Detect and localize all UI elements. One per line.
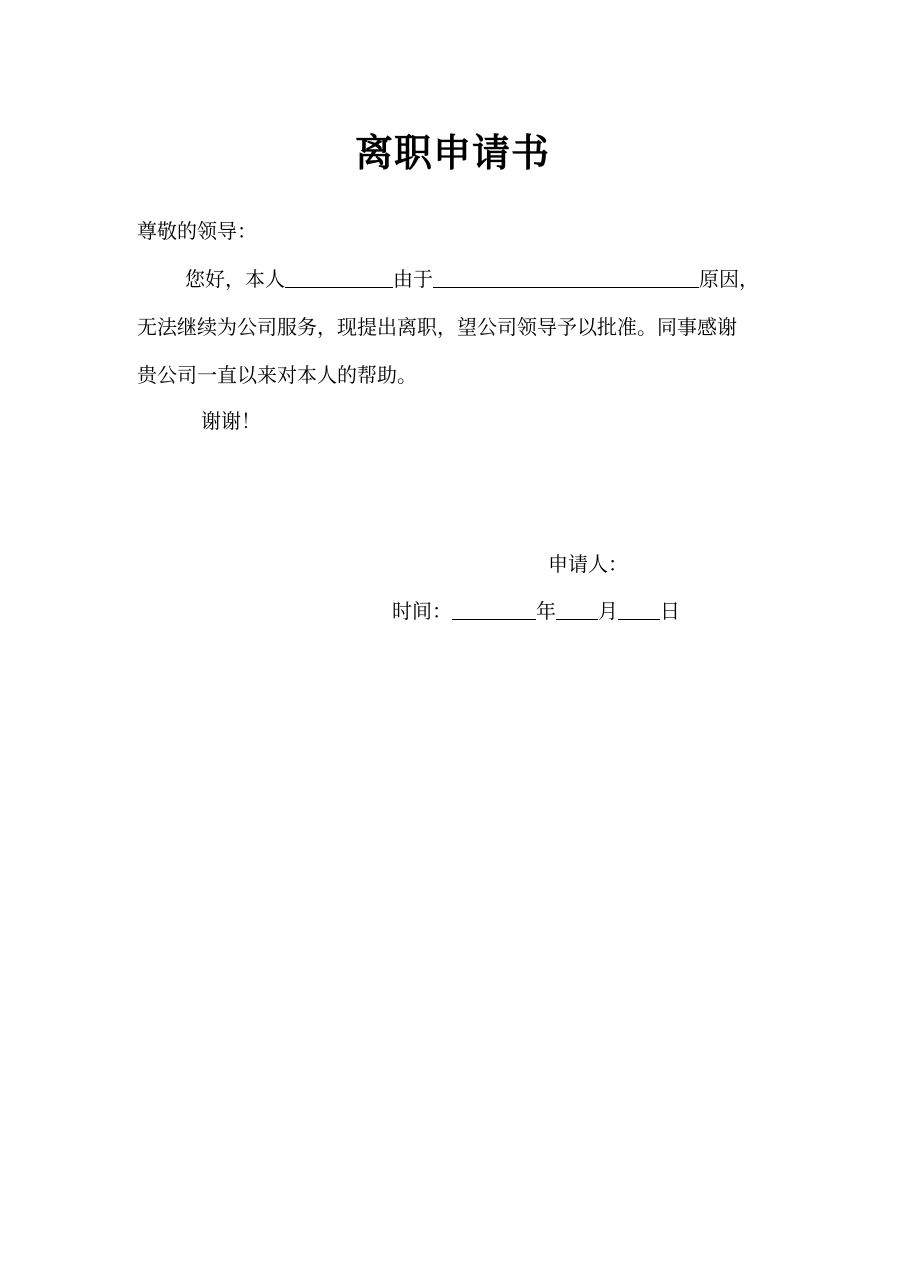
salutation: 尊敬的领导： [137,219,257,243]
time-label: 时间： [392,599,452,623]
paragraph-line-2: 无法继续为公司服务，现提出离职，望公司领导予以批准。同事感谢 [137,315,737,339]
day-blank [618,597,660,620]
day-label: 日 [660,599,680,623]
reason-suffix-text: 原因， [699,267,759,291]
month-label: 月 [598,599,618,623]
paragraph-line-1 [185,264,759,294]
greeting-text: 您好，本人 [185,267,285,291]
closing-thanks: 谢谢！ [201,409,261,433]
due-to-text: 由于 [393,267,433,291]
reason-blank [433,265,699,288]
month-blank [556,597,598,620]
document-title: 离职申请书 [354,130,550,175]
name-blank [285,265,393,288]
year-blank [452,597,536,620]
date-line [392,596,680,626]
applicant-label: 申请人： [548,552,628,576]
year-label: 年 [536,599,556,623]
paragraph-line-3: 贵公司一直以来对本人的帮助。 [137,363,417,387]
